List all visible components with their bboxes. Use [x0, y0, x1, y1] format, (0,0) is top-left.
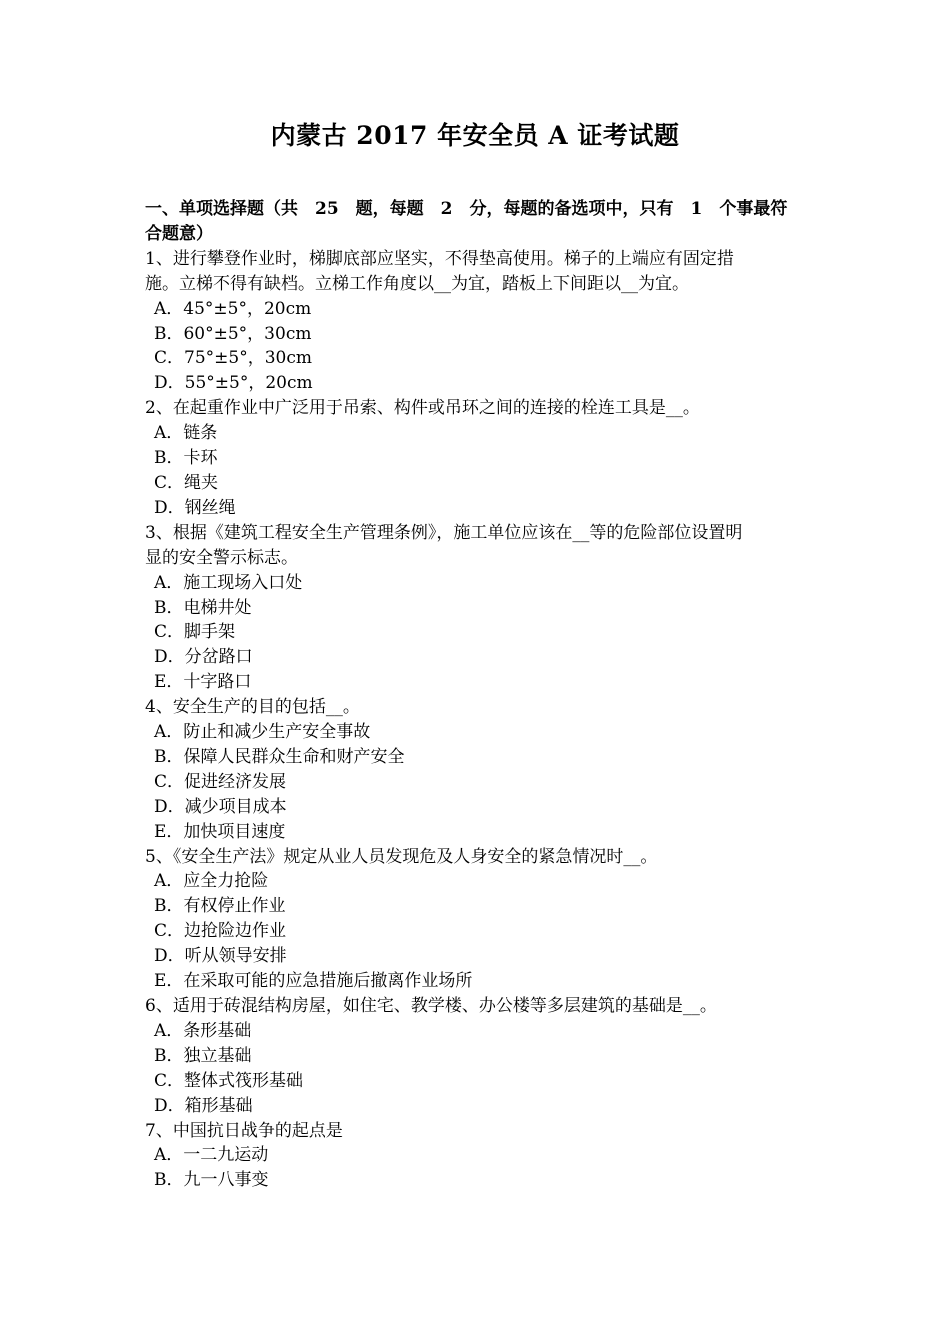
option-d: D．减少项目成本 [154, 796, 287, 817]
option-b: B．卡环 [154, 448, 218, 469]
option-d: D．听从领导安排 [154, 946, 287, 967]
option-b: B．九一八事变 [154, 1170, 269, 1191]
question-7 [145, 1119, 807, 1194]
option-b: B．60°±5°，30cm [154, 323, 312, 344]
option-b: B．保障人民群众生命和财产安全 [154, 746, 405, 767]
question-stem: 2、在起重作业中广泛用于吊索、构件或吊环之间的连接的栓连工具是__。 [145, 398, 700, 419]
option-b: B．有权停止作业 [154, 896, 286, 917]
option-e: E．加快项目速度 [154, 821, 286, 842]
option-b: B．独立基础 [154, 1045, 252, 1066]
question-5 [145, 845, 807, 994]
question-stem: 1、进行攀登作业时，梯脚底部应坚实，不得垫高使用。梯子的上端应有固定措 [145, 248, 734, 269]
option-c: C．75°±5°，30cm [154, 348, 312, 369]
option-c: C．绳夹 [154, 472, 219, 493]
option-c: C．脚手架 [154, 622, 236, 643]
option-c: C．边抢险边作业 [154, 921, 287, 942]
question-stem: 施。立梯不得有缺档。立梯工作角度以__为宜，踏板上下间距以__为宜。 [145, 273, 689, 294]
exam-content [145, 197, 807, 1193]
question-6 [145, 994, 807, 1119]
section-heading-cont: 合题意） [145, 223, 213, 244]
question-stem: 5、《安全生产法》规定从业人员发现危及人身安全的紧急情况时__。 [145, 846, 658, 867]
option-e: E．在采取可能的应急措施后撤离作业场所 [154, 971, 473, 992]
option-c: C．整体式筏形基础 [154, 1070, 304, 1091]
option-a: A．一二九运动 [154, 1145, 269, 1166]
question-4 [145, 695, 807, 844]
section-heading: 一、单项选择题（共 25 题，每题 2 分，每题的备选项中，只有 1 个事最符 [145, 199, 788, 219]
question-2 [145, 396, 807, 521]
option-a: A．施工现场入口处 [154, 572, 303, 593]
question-stem: 3、根据《建筑工程安全生产管理条例》，施工单位应该在__等的危险部位设置明 [145, 522, 743, 543]
option-b: B．电梯井处 [154, 597, 252, 618]
document-title: 内蒙古 2017 年安全员 A 证考试题 [270, 121, 680, 150]
option-a: A．45°±5°，20cm [154, 298, 312, 319]
question-stem: 7、中国抗日战争的起点是 [145, 1120, 343, 1141]
question-stem: 6、适用于砖混结构房屋，如住宅、教学楼、办公楼等多层建筑的基础是__。 [145, 996, 717, 1016]
question-3 [145, 521, 807, 695]
question-stem: 4、安全生产的目的包括__。 [145, 697, 360, 718]
option-d: D．55°±5°，20cm [154, 373, 313, 394]
option-a: A．应全力抢险 [154, 871, 269, 892]
option-e: E．十字路口 [154, 672, 252, 693]
option-a: A．防止和减少生产安全事故 [154, 722, 371, 743]
option-d: D．箱形基础 [154, 1095, 253, 1116]
option-a: A．链条 [154, 423, 218, 444]
option-a: A．条形基础 [154, 1020, 252, 1041]
option-c: C．促进经济发展 [154, 771, 287, 792]
question-stem: 显的安全警示标志。 [145, 547, 298, 568]
question-1 [145, 247, 807, 396]
option-d: D．钢丝绳 [154, 497, 236, 518]
option-d: D．分岔路口 [154, 647, 253, 668]
